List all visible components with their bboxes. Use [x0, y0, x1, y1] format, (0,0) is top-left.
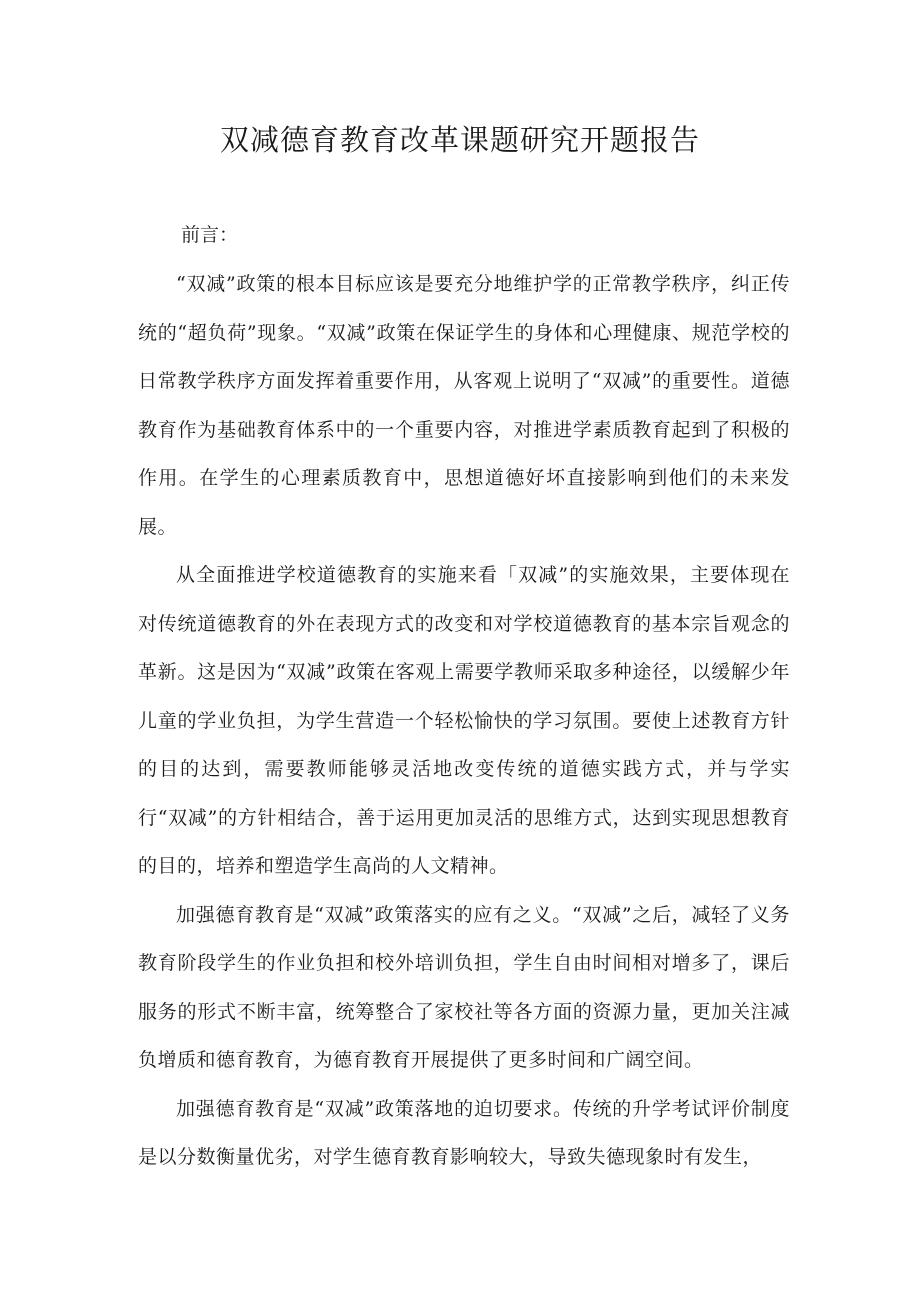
paragraph: 从全面推进学校道德教育的实施来看「双减”的实施效果，主要体现在对传统道德教育的外在表现方式的改变和对学校道德教育的基本宗旨观念的革新。这是因为“双减”政策在客观上需要学教师采取多种途径，以缓解少年儿童的学业负担，为学生营造一个轻松愉快的学习氛围。要使上述教育方针的目的达到，需要教师能够灵活地改变传统的道德实践方式，并与学实行“双减”的方针相结合，善于运用更加灵活的思维方式，达到实现思想教育的目的，培养和塑造学生高尚的人文精神。: [138, 564, 790, 877]
paragraph: 加强德育教育是“双减”政策落实的应有之义。“双减”之后，减轻了义务教育阶段学生的作业负担和校外培训负担，学生自由时间相对增多了，课后服务的形式不断丰富，统筹整合了家校社等各方面的资源力量，更加关注减负增质和德育教育，为德育教育开展提供了更多时间和广阔空间。: [138, 903, 790, 1071]
paragraph: “双减”政策的根本目标应该是要充分地维护学的正常教学秩序，纠正传统的“超负荷”现象。“双减”政策在保证学生的身体和心理健康、规范学校的日常教学秩序方面发挥着重要作用，从客观上说明了“双减”的重要性。道德教育作为基础教育体系中的一个重要内容，对推进学素质教育起到了积极的作用。在学生的心理素质教育中，思想道德好坏直接影响到他们的未来发展。: [138, 273, 790, 538]
paragraph: 加强德育教育是“双减”政策落地的迫切要求。传统的升学考试评价制度是以分数衡量优劣，对学生德育教育影响较大，导致失德现象时有发生，: [138, 1097, 790, 1168]
document-title: 双减德育教育改革课题研究开题报告: [219, 123, 700, 157]
document-body: [138, 260, 790, 1182]
preface-label: 前言：: [181, 224, 239, 246]
